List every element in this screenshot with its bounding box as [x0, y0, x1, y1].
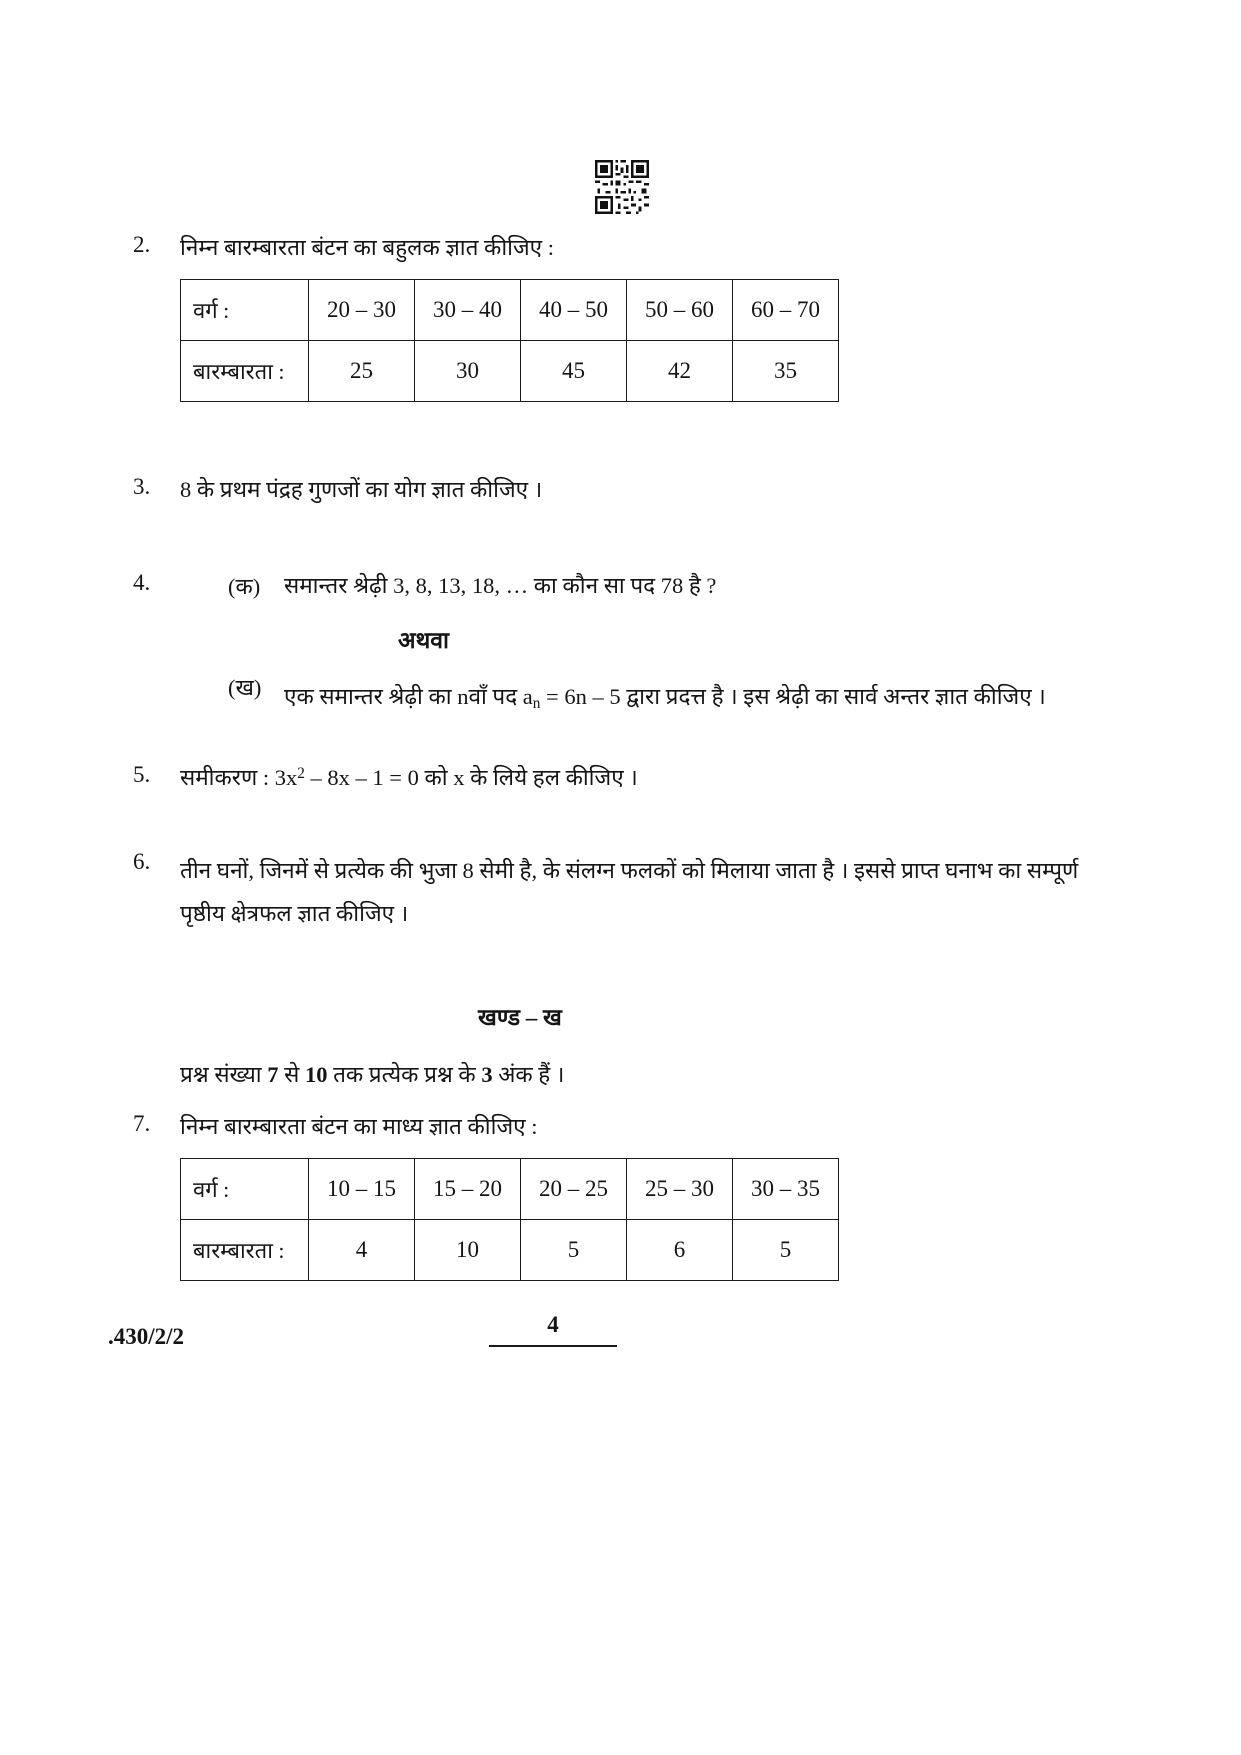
table-label-cell: वर्ग :: [181, 279, 309, 340]
table-row: [181, 1219, 839, 1280]
marks-note-segment: अंक हैं ।: [492, 1062, 565, 1088]
table-value-cell: 20 – 30: [309, 279, 415, 340]
table-value-cell: 5: [733, 1219, 839, 1280]
page-number: 4: [489, 1312, 617, 1347]
question-text: [180, 762, 1111, 795]
table-value-cell: 60 – 70: [733, 279, 839, 340]
frequency-table-q2: [180, 279, 839, 402]
question-4: [133, 570, 1111, 722]
marks-note-segment: प्रश्न संख्या: [180, 1062, 268, 1088]
question-4-part-a: [228, 570, 1111, 603]
question-text: 8 के प्रथम पंद्रह गुणजों का योग ज्ञात कीजिए ।: [180, 476, 543, 502]
question-text-segment: – 8x – 1 = 0 को x के लिये हल कीजिए ।: [304, 764, 638, 790]
or-separator: अथवा: [398, 627, 450, 653]
question-number: 3.: [133, 473, 151, 499]
table-value-cell: 6: [627, 1219, 733, 1280]
qr-code-image: [595, 160, 649, 214]
table-label-cell: बारम्बारता :: [181, 1219, 309, 1280]
table-value-cell: 30 – 35: [733, 1158, 839, 1219]
table-value-cell: 10 – 15: [309, 1158, 415, 1219]
part-text: समान्तर श्रेढ़ी 3, 8, 13, 18, … का कौन सा पद 78 है ?: [284, 573, 717, 599]
table-row: [181, 1158, 839, 1219]
question-7: [133, 1111, 1111, 1281]
table-value-cell: 30: [415, 340, 521, 401]
table-value-cell: 25: [309, 340, 415, 401]
paper-code: .430/2/2: [108, 1324, 185, 1349]
table-value-cell: 10: [415, 1219, 521, 1280]
part-text-segment: = 6n – 5 द्वारा प्रदत्त है । इस श्रेढ़ी का सार्व अन्तर ज्ञात कीजिए ।: [540, 683, 1046, 709]
question-number: 6.: [133, 848, 151, 874]
table-value-cell: 15 – 20: [415, 1158, 521, 1219]
question-number: 4.: [133, 570, 151, 596]
table-value-cell: 35: [733, 340, 839, 401]
marks-note-segment: से: [278, 1062, 305, 1088]
table-value-cell: 5: [521, 1219, 627, 1280]
table-row: [181, 340, 839, 401]
question-text: निम्न बारम्बारता बंटन का माध्य ज्ञात कीजिए :: [180, 1114, 538, 1140]
question-3: [133, 474, 1111, 507]
table-value-cell: 40 – 50: [521, 279, 627, 340]
table-value-cell: 45: [521, 340, 627, 401]
table-value-cell: 42: [627, 340, 733, 401]
part-label: (ख): [228, 674, 262, 700]
part-label: (क): [228, 574, 261, 600]
table-label-cell: वर्ग :: [181, 1158, 309, 1219]
table-value-cell: 4: [309, 1219, 415, 1280]
question-text: तीन घनों, जिनमें से प्रत्येक की भुजा 8 सेमी है, के संलग्न फलकों को मिलाया जाता है । इससे प्राप्त घनाभ का सम्पूर्ण पृष्ठीय क्षेत्रफल ज्ञात कीजिए ।: [180, 857, 1079, 927]
superscript-2: 2: [297, 765, 305, 783]
question-number: 2.: [133, 232, 151, 257]
question-text: निम्न बारम्बारता बंटन का बहुलक ज्ञात कीजिए :: [180, 235, 554, 260]
marks-note-segment: तक प्रत्येक प्रश्न के: [327, 1062, 482, 1088]
frequency-table-q7: [180, 1158, 839, 1281]
question-number: 7.: [133, 1111, 151, 1137]
table-value-cell: 25 – 30: [627, 1158, 733, 1219]
question-5: [133, 762, 1111, 795]
part-text-segment: एक समान्तर श्रेढ़ी का nवाँ पद a: [284, 683, 533, 709]
section-heading: खण्ड – ख: [478, 1005, 562, 1031]
marks-note-start-number: 7: [267, 1062, 279, 1088]
part-text: [284, 671, 1111, 722]
question-4-part-b: [228, 671, 1111, 722]
question-6: [133, 849, 1111, 937]
qr-code: [595, 160, 649, 214]
question-text-segment: समीकरण : 3x: [180, 764, 298, 790]
table-row: [181, 279, 839, 340]
question-number: 5.: [133, 761, 151, 787]
marks-note-end-number: 10: [304, 1062, 328, 1088]
table-value-cell: 50 – 60: [627, 279, 733, 340]
subscript-n: n: [532, 694, 541, 712]
table-label-cell: बारम्बारता :: [181, 340, 309, 401]
marks-note-marks-number: 3: [481, 1062, 493, 1088]
marks-note: [180, 1058, 1111, 1089]
table-value-cell: 30 – 40: [415, 279, 521, 340]
table-value-cell: 20 – 25: [521, 1158, 627, 1219]
question-2: [133, 232, 1111, 402]
